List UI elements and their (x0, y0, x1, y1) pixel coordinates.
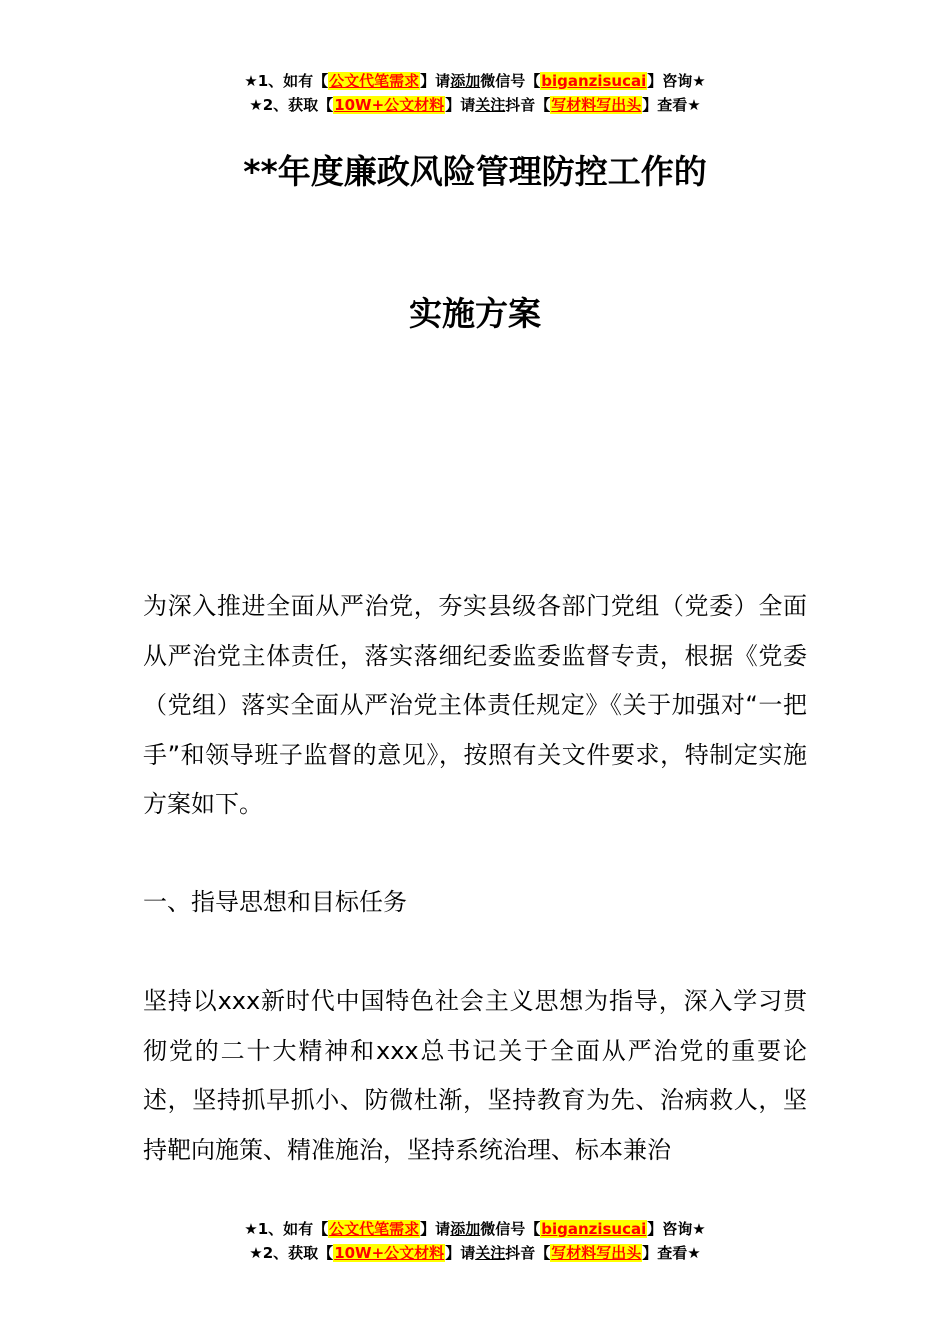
banner-underlined-text: 关注 (475, 96, 506, 114)
intro-paragraph: 为深入推进全面从严治党，夯实县级各部门党组（党委）全面从严治党主体责任，落实落细纪委监委监督专责，根据《党委（党组）落实全面从严治党主体责任规定》《关于加强对“一把手”和领导班子监督的意见》，按照有关文件要求，特制定实施方案如下。 (143, 592, 807, 818)
section-heading: 一、指导思想和目标任务 (143, 888, 407, 916)
banner-text: 】请 (420, 72, 451, 90)
banner-underlined-text: 添加 (450, 72, 481, 90)
banner-highlight: 10W+公文材料 (334, 96, 445, 114)
body-paragraph: 坚持以xxx新时代中国特色社会主义思想为指导，深入学习贯彻党的二十大精神和xxx总书记关于全面从严治党的重要论述，坚持抓早抓小、防微杜渐，坚持教育为先、治病救人，坚持靶向施策、精准施治，坚持系统治理、标本兼治 (143, 987, 807, 1164)
banner-text: ★2、获取【 (249, 1244, 334, 1262)
banner-text: 微信号【 (480, 1220, 541, 1238)
banner-line-1 (0, 69, 950, 93)
banner-line-2 (0, 93, 950, 117)
banner-text: 】请 (445, 1244, 476, 1262)
banner-highlight: biganzisucai (541, 1220, 647, 1238)
banner-highlight: 公文代笔需求 (329, 72, 420, 90)
banner-text: 】请 (420, 1220, 451, 1238)
banner-text: 】查看★ (642, 1244, 701, 1262)
banner-line-1 (0, 1217, 950, 1241)
banner-underlined-text: 添加 (450, 1220, 481, 1238)
document-title-line-2: 实施方案 (409, 294, 541, 333)
banner-highlight: 写材料写出头 (551, 1244, 642, 1262)
banner-text: 】咨询★ (647, 72, 706, 90)
banner-text: 抖音【 (505, 96, 551, 114)
banner-highlight: biganzisucai (541, 72, 647, 90)
header-banner (0, 69, 950, 117)
banner-text: 】咨询★ (647, 1220, 706, 1238)
document-title-line-1: **年度廉政风险管理防控工作的 (243, 152, 707, 191)
banner-text: 微信号【 (480, 72, 541, 90)
banner-text: 抖音【 (505, 1244, 551, 1262)
banner-text: ★2、获取【 (249, 96, 334, 114)
banner-text: 】请 (445, 96, 476, 114)
banner-highlight: 10W+公文材料 (334, 1244, 445, 1262)
banner-text: ★1、如有【 (244, 1220, 329, 1238)
banner-line-2 (0, 1241, 950, 1265)
banner-text: 】查看★ (642, 96, 701, 114)
banner-highlight: 公文代笔需求 (329, 1220, 420, 1238)
banner-text: ★1、如有【 (244, 72, 329, 90)
banner-underlined-text: 关注 (475, 1244, 506, 1262)
footer-banner (0, 1217, 950, 1265)
banner-highlight: 写材料写出头 (551, 96, 642, 114)
